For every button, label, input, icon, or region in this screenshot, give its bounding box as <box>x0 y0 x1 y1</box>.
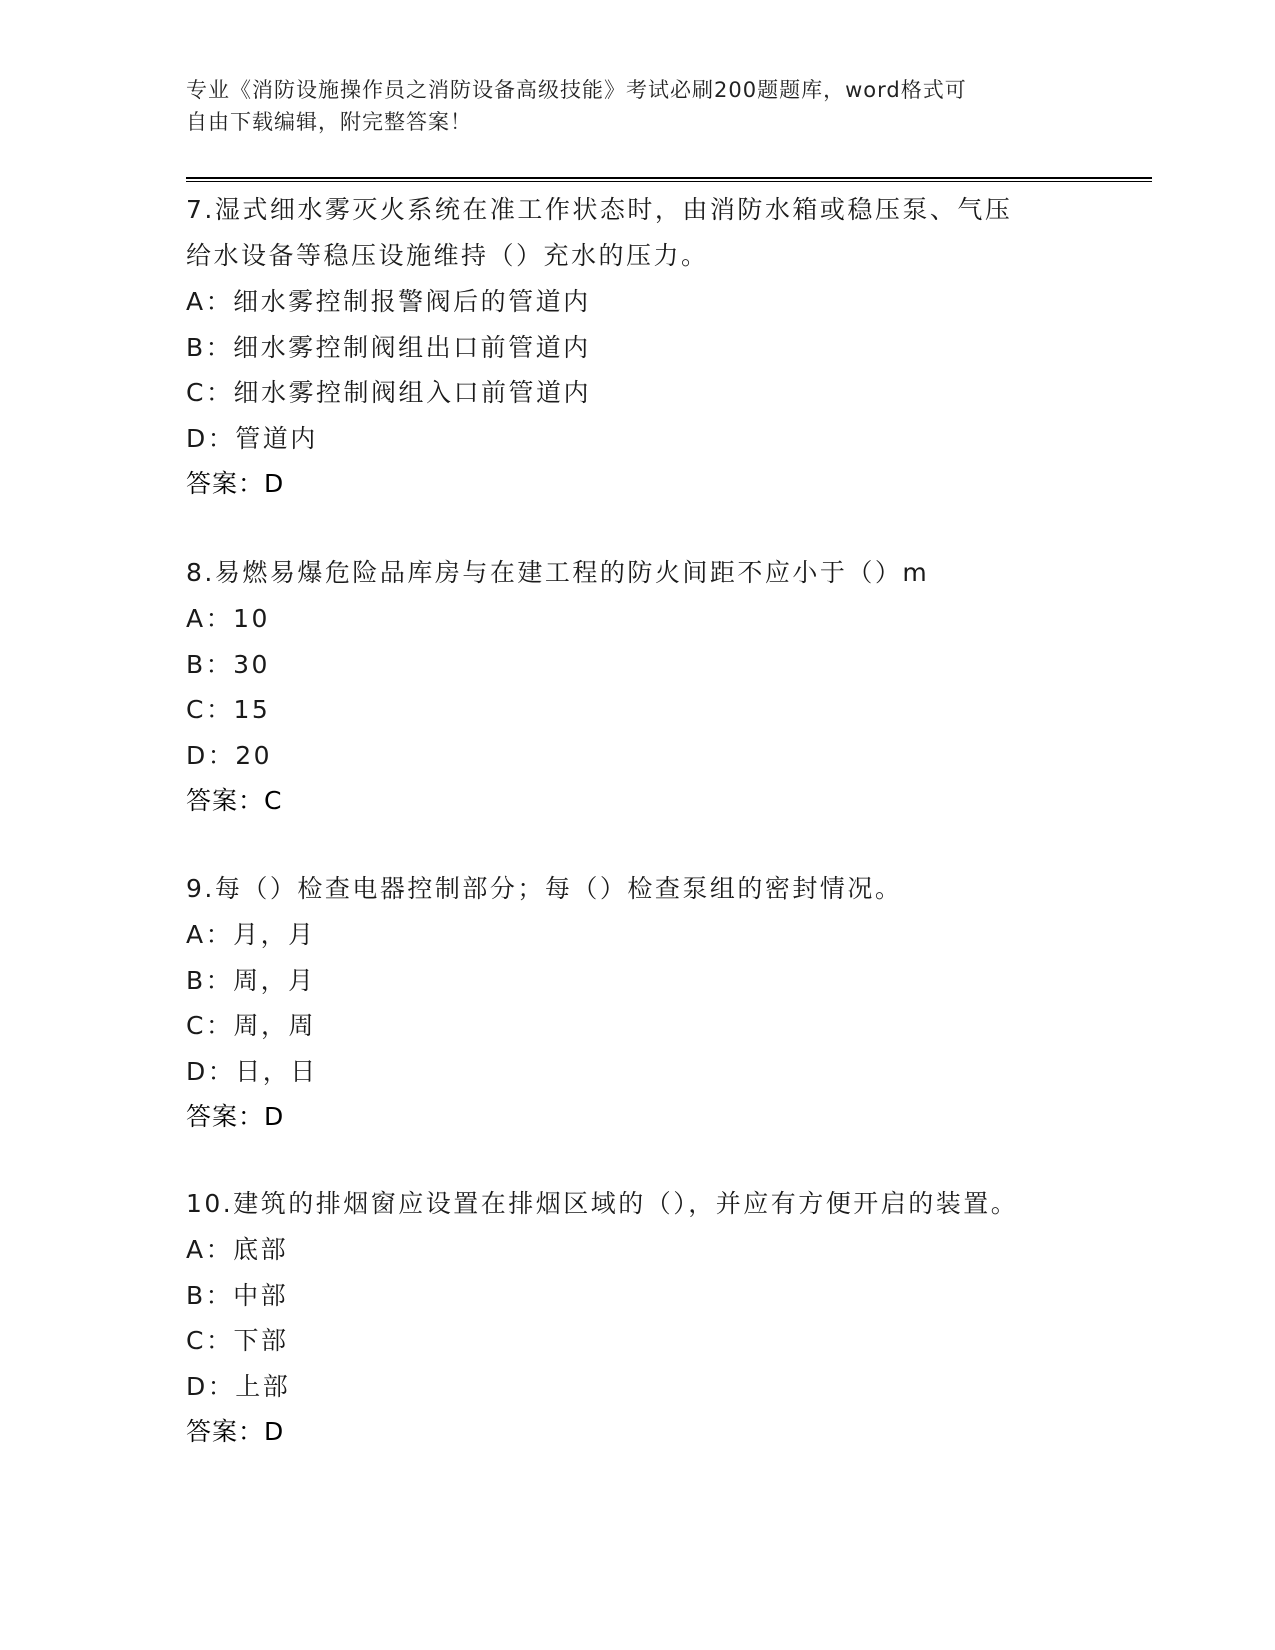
option-c: C：周，周 <box>186 1011 316 1040</box>
question-stem-continued: 给水设备等稳压设施维持（）充水的压力。 <box>186 241 709 270</box>
answer: 答案：C <box>186 786 283 815</box>
option-c: C：细水雾控制阀组入口前管道内 <box>186 378 591 407</box>
answer: 答案：D <box>186 1102 285 1131</box>
option-c: C：15 <box>186 695 271 724</box>
option-a: A：10 <box>186 604 270 633</box>
option-b: B：中部 <box>186 1280 289 1310</box>
option-d: D：管道内 <box>186 423 318 453</box>
answer: 答案：D <box>186 469 285 498</box>
question-stem: 8.易燃易爆危险品库房与在建工程的防火间距不应小于（）m <box>186 558 930 587</box>
question-10 <box>186 1181 1086 1455</box>
option-d: D：20 <box>186 740 273 770</box>
question-stem: 7.湿式细水雾灭火系统在准工作状态时，由消防水箱或稳压泵、气压 <box>186 195 1013 224</box>
question-7 <box>186 187 1086 507</box>
option-a: A：细水雾控制报警阀后的管道内 <box>186 287 591 316</box>
question-8 <box>186 550 1086 824</box>
document-header <box>186 74 1066 138</box>
answer: 答案：D <box>186 1417 285 1446</box>
question-stem: 10.建筑的排烟窗应设置在排烟区域的（），并应有方便开启的装置。 <box>186 1189 1019 1218</box>
question-stem: 9.每（）检查电器控制部分；每（）检查泵组的密封情况。 <box>186 874 903 903</box>
option-b: B：周，月 <box>186 965 316 995</box>
header-divider-thin <box>186 181 1152 182</box>
option-c: C：下部 <box>186 1326 289 1355</box>
option-d: D：上部 <box>186 1371 291 1401</box>
option-a: A：底部 <box>186 1235 289 1264</box>
option-d: D：日，日 <box>186 1056 318 1086</box>
header-divider-thick <box>186 177 1152 179</box>
option-b: B：细水雾控制阀组出口前管道内 <box>186 332 591 362</box>
question-9 <box>186 866 1086 1140</box>
header-line-1: 专业《消防设施操作员之消防设备高级技能》考试必刷200题题库，word格式可 <box>186 78 967 102</box>
option-b: B：30 <box>186 649 270 679</box>
option-a: A：月，月 <box>186 920 316 949</box>
header-line-2: 自由下载编辑，附完整答案！ <box>186 110 472 134</box>
